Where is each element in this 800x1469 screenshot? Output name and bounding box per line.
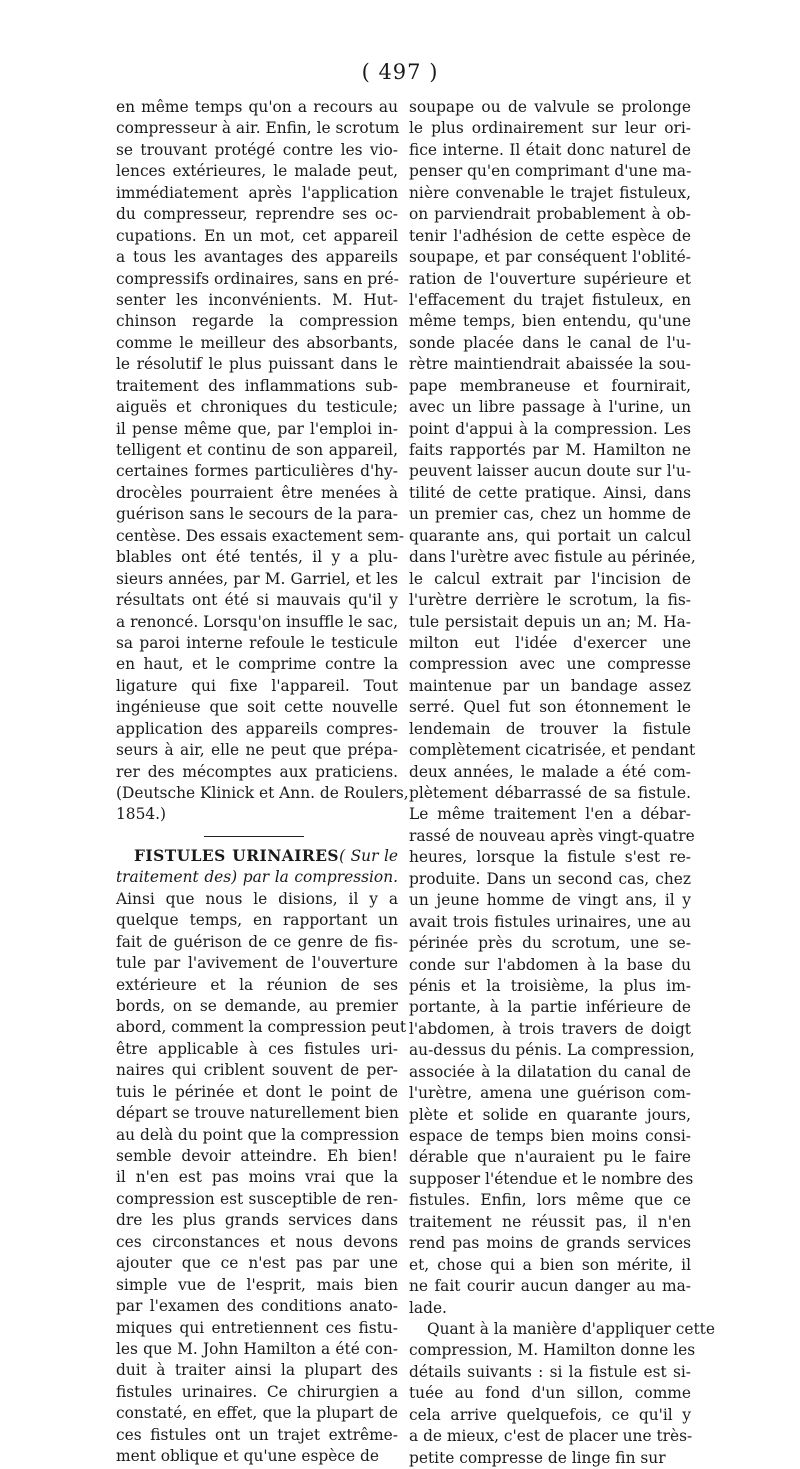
- text-line: peuvent laisser aucun doute sur l'u-: [409, 462, 691, 481]
- left-column: [116, 97, 409, 1468]
- text-line: soupape ou de valvule se prolonge: [409, 98, 691, 116]
- text-line: tuis le périnée et dont le point de: [116, 1082, 398, 1101]
- text-line: blables ont été tentés, il y a plu-: [116, 548, 398, 567]
- text-line: miques qui entretiennent ces fistu-: [116, 1318, 398, 1337]
- section-title-rest: ( Sur le: [339, 846, 398, 865]
- text-line: rer des mécomptes aux praticiens.: [116, 762, 398, 781]
- text-line: lade.: [409, 1298, 447, 1317]
- text-line: penser qu'en comprimant d'une ma-: [409, 162, 692, 181]
- text-line: en même temps qu'on a recours au: [116, 98, 398, 116]
- text-line: duit à traiter ainsi la plupart des: [116, 1361, 398, 1380]
- text-line: complètement cicatrisée, et pendant: [409, 741, 696, 760]
- text-line: il pense même que, par l'emploi in-: [116, 419, 398, 438]
- text-line: l'urètre derrière le scrotum, la fis-: [409, 591, 691, 610]
- text-line: ment oblique et qu'une espèce de: [116, 1447, 379, 1466]
- text-line: point d'appui à la compression. Les: [409, 419, 691, 438]
- text-line: un jeune homme de vingt ans, il y: [409, 891, 691, 910]
- text-line: résultats ont été si mauvais qu'il y: [116, 591, 398, 610]
- text-line: rètre maintiendrait abaissée la sou-: [409, 355, 691, 374]
- text-line: centèse. Des essais exactement sem-: [116, 526, 405, 545]
- text-line: être applicable à ces fistules uri-: [116, 1039, 398, 1058]
- text-line: fait de guérison de ce genre de fis-: [116, 932, 398, 951]
- text-line: supposer l'étendue et le nombre des: [409, 1169, 694, 1188]
- text-line: traitement ne réussit pas, il n'en: [409, 1212, 691, 1231]
- text-line: compression est susceptible de ren-: [116, 1189, 398, 1208]
- text-line: le plus ordinairement sur leur ori-: [409, 119, 691, 138]
- text-line: traitement des inflammations sub-: [116, 376, 398, 395]
- text-line: soupape, et par conséquent l'oblité-: [409, 248, 691, 267]
- text-line: constaté, en effet, que la plupart de: [116, 1404, 398, 1423]
- text-line: ration de l'ouverture supérieure et: [409, 269, 691, 288]
- text-line: avait trois fistules urinaires, une au: [409, 912, 691, 931]
- text-line: compresseur à air. Enfin, le scrotum: [116, 119, 400, 138]
- text-line: deux années, le malade a été com-: [409, 762, 691, 781]
- text-line: sa paroi interne refoule le testicule: [116, 633, 398, 652]
- text-line: rend pas moins de grands services: [409, 1234, 691, 1253]
- text-line: plètement débarrassé de sa fistule.: [409, 784, 691, 802]
- text-line: produite. Dans un second cas, chez: [409, 869, 691, 888]
- text-line: naires qui criblent souvent de per-: [116, 1061, 398, 1080]
- text-line: seurs à air, elle ne peut que prépa-: [116, 741, 398, 760]
- text-line: faits rapportés par M. Hamilton ne: [409, 441, 691, 459]
- text-line: compression avec une compresse: [409, 655, 691, 674]
- text-line: pape membraneuse et fournirait,: [409, 376, 691, 395]
- text-line: a renoncé. Lorsqu'on insuffle le sac,: [116, 612, 398, 631]
- text-line: l'effacement du trajet fistuleux, en: [409, 290, 691, 309]
- text-line: ne fait courir aucun danger au ma-: [409, 1277, 691, 1296]
- text-line: détails suivants : si la fistule est si-: [409, 1362, 691, 1381]
- text-line: pénis et la troisième, la plus im-: [409, 976, 691, 995]
- text-line: drocèles pourraient être menées à: [116, 483, 398, 502]
- text-line: même temps, bien entendu, qu'une: [409, 312, 691, 331]
- text-line: extérieure et la réunion de ses: [116, 975, 398, 994]
- text-line: (Deutsche Klinick et Ann. de Roulers,: [116, 784, 409, 802]
- text-line: a tous les avantages des appareils: [116, 248, 398, 267]
- text-line: aiguës et chroniques du testicule;: [116, 398, 398, 417]
- text-line: rassé de nouveau après vingt-quatre: [409, 826, 695, 845]
- text-line: un premier cas, chez un homme de: [409, 505, 691, 524]
- text-line: ces fistules ont un trajet extrême-: [116, 1425, 398, 1444]
- text-line: quarante ans, qui portait un calcul: [409, 526, 691, 545]
- text-line: fice interne. Il était donc naturel de: [409, 140, 691, 159]
- text-line: lences extérieures, le malade peut,: [116, 162, 398, 181]
- text-line: Le même traitement l'en a débar-: [409, 805, 691, 824]
- text-line: cela arrive quelquefois, ce qu'il y: [409, 1405, 691, 1424]
- text-line: bords, on se demande, au premier: [116, 996, 398, 1015]
- text-line: compressifs ordinaires, sans en pré-: [116, 269, 399, 288]
- text-line: en haut, et le comprime contre la: [116, 655, 398, 674]
- text-line: abord, comment la compression peut: [116, 1018, 407, 1037]
- text-line: serré. Quel fut son étonnement le: [409, 698, 691, 717]
- text-line: 1854.): [116, 805, 167, 824]
- text-line: lendemain de trouver la fistule: [409, 719, 691, 738]
- page-number: ( 497 ): [361, 60, 439, 84]
- section-divider: [116, 826, 398, 846]
- text-line: milton eut l'idée d'exercer une: [409, 633, 691, 652]
- text-line: comme le meilleur des absorbants,: [116, 333, 398, 352]
- text-line: ligature qui fixe l'appareil. Tout: [116, 676, 398, 695]
- text-line: nière convenable le trajet fistuleux,: [409, 183, 691, 202]
- text-line: quelque temps, en rapportant un: [116, 911, 398, 930]
- text-line: tule persistait depuis un an; M. Ha-: [409, 612, 691, 631]
- text-line: fistules. Enfin, lors même que ce: [409, 1191, 691, 1210]
- text-line: immédiatement après l'application: [116, 183, 398, 202]
- text-line: ingénieuse que soit cette nouvelle: [116, 698, 398, 717]
- section-subtitle: traitement des) par la compression.: [116, 868, 398, 887]
- text-line: simple vue de l'esprit, mais bien: [116, 1275, 398, 1294]
- text-line: ajouter que ce n'est pas par une: [116, 1254, 398, 1273]
- text-line: périnée près du scrotum, une se-: [409, 934, 691, 953]
- text-line: conde sur l'abdomen à la base du: [409, 955, 691, 974]
- text-line: compression, M. Hamilton donne les: [409, 1341, 696, 1360]
- text-line: chinson regarde la compression: [116, 312, 398, 331]
- text-line: maintenue par un bandage assez: [409, 676, 691, 695]
- text-line: fistules urinaires. Ce chirurgien a: [116, 1382, 398, 1401]
- text-line: a de mieux, c'est de placer une très-: [409, 1427, 693, 1446]
- text-line: tenir l'adhésion de cette espèce de: [409, 226, 691, 245]
- text-line: les que M. John Hamilton a été con-: [116, 1339, 398, 1358]
- text-line: espace de temps bien moins consi-: [409, 1127, 691, 1145]
- text-line: il n'en est pas moins vrai que la: [116, 1168, 398, 1187]
- right-column: [409, 97, 715, 1469]
- text-line: l'urètre, amena une guérison com-: [409, 1084, 691, 1103]
- text-line: senter les inconvénients. M. Hut-: [116, 290, 398, 309]
- text-line: le calcul extrait par l'incision de: [409, 569, 691, 588]
- text-line: sonde placée dans le canal de l'u-: [409, 333, 691, 352]
- text-line: plète et solide en quarante jours,: [409, 1105, 691, 1124]
- text-line: tilité de cette pratique. Ainsi, dans: [409, 483, 691, 502]
- text-line: dre les plus grands services dans: [116, 1211, 398, 1230]
- text-line: et, chose qui a bien son mérite, il: [409, 1255, 691, 1274]
- text-line: guérison sans le secours de la para-: [116, 505, 398, 524]
- section-heading: [116, 846, 398, 867]
- text-line: portante, à la partie inférieure de: [409, 998, 691, 1017]
- text-line: avec un libre passage à l'urine, un: [409, 398, 691, 417]
- text-line: tule par l'avivement de l'ouverture: [116, 954, 398, 973]
- text-line: certaines formes particulières d'hy-: [116, 462, 398, 481]
- text-line: ces circonstances et nous devons: [116, 1232, 398, 1251]
- text-line: du compresseur, reprendre ses oc-: [116, 205, 398, 224]
- text-line: tuée au fond d'un sillon, comme: [409, 1384, 691, 1403]
- text-line: au-dessus du pénis. La compression,: [409, 1041, 695, 1060]
- text-line: sieurs années, par M. Garriel, et les: [116, 569, 398, 588]
- text-line: Ainsi que nous le disions, il y a: [116, 889, 398, 908]
- text-line: application des appareils compres-: [116, 719, 398, 738]
- text-line: l'abdomen, à trois travers de doigt: [409, 1019, 691, 1038]
- text-line: le résolutif le plus puissant dans le: [116, 355, 398, 374]
- section-title: FISTULES URINAIRES: [134, 846, 340, 865]
- text-line: départ se trouve naturellement bien: [116, 1104, 399, 1123]
- text-line: dans l'urètre avec fistule au périnée,: [409, 548, 696, 567]
- text-line: on parviendrait probablement à ob-: [409, 205, 691, 224]
- text-line: par l'examen des conditions anato-: [116, 1297, 398, 1316]
- text-line: au delà du point que la compression: [116, 1125, 400, 1144]
- text-line: dérable que n'auraient pu le faire: [409, 1148, 691, 1167]
- text-line: Quant à la manière d'appliquer cette: [427, 1319, 715, 1338]
- text-line: telligent et continu de son appareil,: [116, 441, 398, 459]
- text-line: cupations. En un mot, cet appareil: [116, 226, 398, 245]
- text-line: heures, lorsque la fistule s'est re-: [409, 848, 691, 867]
- text-line: semble devoir atteindre. Eh bien!: [116, 1147, 398, 1165]
- text-line: petite compresse de linge fin sur: [409, 1448, 666, 1467]
- text-line: associée à la dilatation du canal de: [409, 1062, 691, 1081]
- text-line: se trouvant protégé contre les vio-: [116, 140, 398, 159]
